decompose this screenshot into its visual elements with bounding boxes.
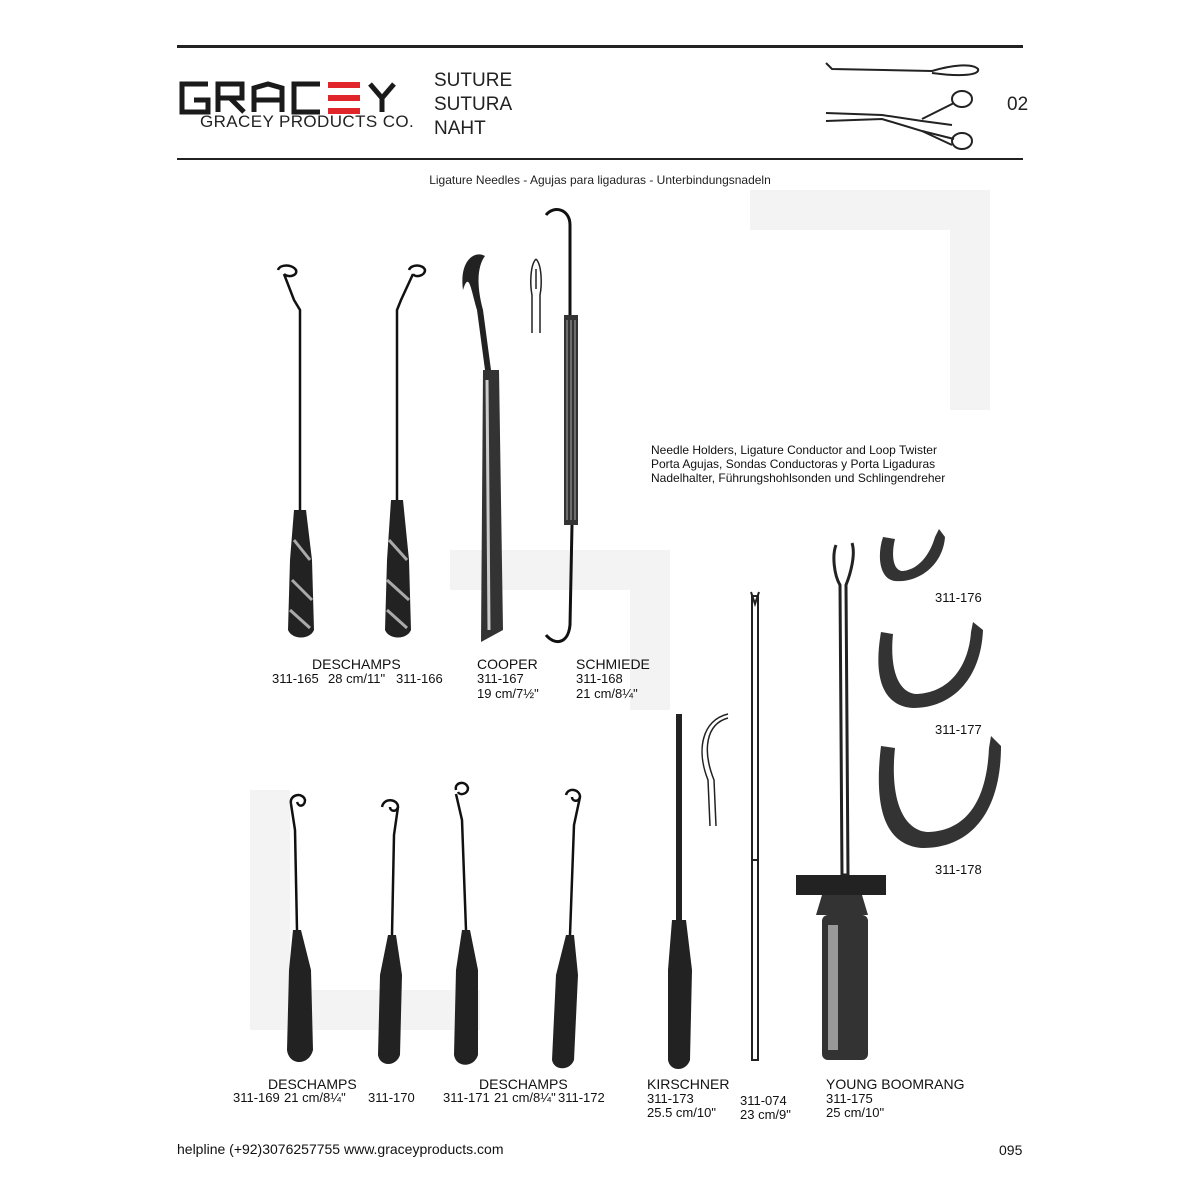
header-top-rule xyxy=(177,45,1023,48)
section2-line-en: Needle Holders, Ligature Conductor and Loop Twister xyxy=(651,443,937,457)
product-size-deschamps-b2: 21 cm/8¼" xyxy=(494,1090,556,1105)
page-number: 095 xyxy=(999,1142,1023,1158)
category-naht: NAHT xyxy=(434,118,486,139)
deschamps-needle-image-311-166 xyxy=(375,260,435,640)
header-instruments-image xyxy=(822,55,984,150)
product-code-schmiede: 311-168 xyxy=(576,671,623,686)
product-code-311-165: 311-165 xyxy=(272,671,319,686)
product-code-311-170: 311-170 xyxy=(368,1090,415,1105)
product-code-311-178: 311-178 xyxy=(935,862,982,877)
product-code-311-177: 311-177 xyxy=(935,722,982,737)
deschamps-needle-image-311-172 xyxy=(540,785,585,1070)
product-name-cooper: COOPER xyxy=(477,656,538,672)
product-code-311-171: 311-171 xyxy=(443,1090,490,1105)
section2-line-es: Porta Agujas, Sondas Conductoras y Porta Ligaduras xyxy=(651,457,936,471)
product-size-deschamps-b1: 21 cm/8¼" xyxy=(284,1090,346,1105)
product-code-311-169: 311-169 xyxy=(233,1090,280,1105)
kirschner-needle-image xyxy=(662,710,732,1075)
deschamps-needle-image-311-170 xyxy=(370,795,415,1070)
product-name-kirschner: KIRSCHNER xyxy=(647,1076,730,1092)
category-suture: SUTURE xyxy=(434,70,513,91)
section-title-ligature-needles: Ligature Needles - Agujas para ligaduras - Unterbindungsnadeln xyxy=(429,173,771,187)
header-bottom-rule xyxy=(177,158,1023,160)
hook-image-311-178 xyxy=(873,732,1008,852)
schmiede-needle-image xyxy=(540,205,610,650)
product-name-schmiede: SCHMIEDE xyxy=(576,656,650,672)
cooper-needle-image xyxy=(455,250,515,645)
deschamps-needle-image-311-171 xyxy=(450,780,495,1070)
product-name-young-boomrang: YOUNG BOOMRANG xyxy=(826,1076,965,1092)
product-code-311-176: 311-176 xyxy=(935,590,982,605)
product-code-kirschner: 311-173 xyxy=(647,1091,694,1106)
section2-line-de: Nadelhalter, Führungshohlsonden und Schlingendreher xyxy=(651,471,946,485)
page-code: 02 xyxy=(1007,94,1029,115)
product-name-deschamps-b2: DESCHAMPS xyxy=(479,1076,568,1092)
deschamps-needle-image-311-169 xyxy=(285,790,330,1070)
product-code-311-074: 311-074 xyxy=(740,1093,787,1108)
company-name: GRACEY PRODUCTS CO. xyxy=(200,112,415,131)
ligature-conductor-image xyxy=(745,590,765,1070)
product-code-young: 311-175 xyxy=(826,1091,873,1106)
product-size-conductor: 23 cm/9" xyxy=(740,1107,791,1122)
product-code-311-172: 311-172 xyxy=(558,1090,605,1105)
product-name-deschamps-top: DESCHAMPS xyxy=(312,656,401,672)
product-size-deschamps-top: 28 cm/11" xyxy=(328,671,386,686)
product-size-cooper: 19 cm/7½" xyxy=(477,686,539,701)
product-code-cooper: 311-167 xyxy=(477,671,524,686)
product-size-young: 25 cm/10" xyxy=(826,1105,885,1120)
product-size-schmiede: 21 cm/8¼" xyxy=(576,686,638,701)
section-title-needle-holders xyxy=(651,443,945,485)
footer-helpline: helpline (+92)3076257755 www.graceyproducts.com xyxy=(177,1141,504,1157)
hook-image-311-176 xyxy=(873,525,948,585)
product-size-kirschner: 25.5 cm/10" xyxy=(647,1105,716,1120)
category-sutura: SUTURA xyxy=(434,94,513,115)
product-code-311-166: 311-166 xyxy=(396,671,443,686)
product-name-deschamps-b1: DESCHAMPS xyxy=(268,1076,357,1092)
hook-image-311-177 xyxy=(873,618,988,713)
deschamps-needle-image-311-165 xyxy=(270,260,330,640)
